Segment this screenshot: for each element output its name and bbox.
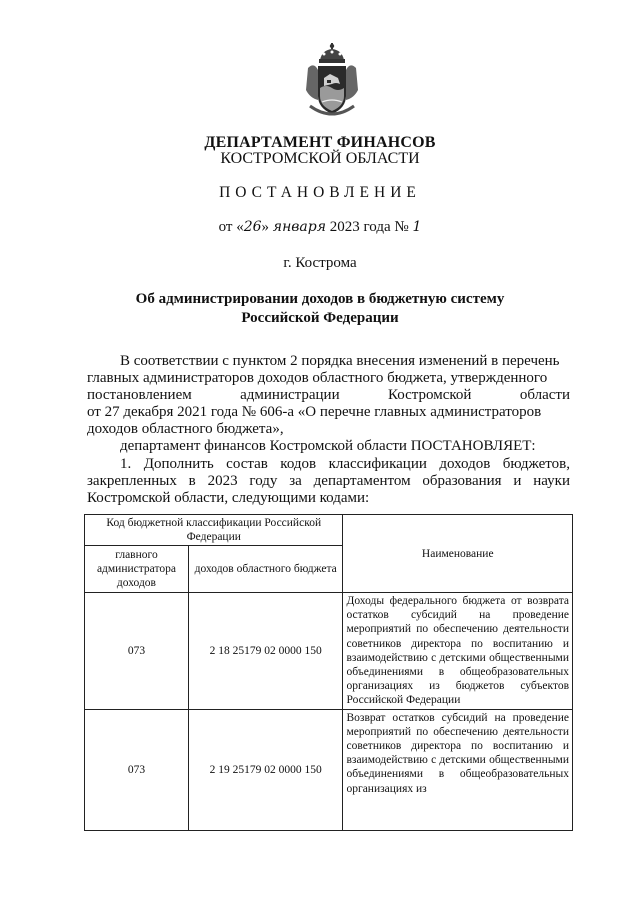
region-heading: КОСТРОМСКОЙ ОБЛАСТИ <box>220 150 420 167</box>
resolution-statement: департамент финансов Костромской области ПОСТАНОВЛЯЕТ: <box>120 438 536 454</box>
document-number: 1 <box>412 219 422 235</box>
row-admin-code: 073 <box>85 593 189 710</box>
row-income-code: 2 18 25179 02 0000 150 <box>188 593 343 710</box>
subject-line-2: Российской Федерации <box>241 310 399 326</box>
preamble-line-5: доходов областного бюджета», <box>87 421 284 437</box>
preamble-line-4: от 27 декабря 2021 года № 606-а «О перечне главных администраторов <box>87 404 542 420</box>
document-type: ПОСТАНОВЛЕНИЕ <box>219 184 421 201</box>
preamble-word: области <box>519 387 570 403</box>
row-description: Возврат остатков субсидий на проведение мероприятий по обеспечению деятельности советников директора по воспитанию и взаимодействию с детскими общественными объединениями в общеобразовательных организациях из <box>346 711 569 795</box>
header-name: Наименование <box>343 515 573 593</box>
coat-of-arms-emblem <box>300 40 364 120</box>
table-row <box>85 709 573 830</box>
date-prefix: от « <box>218 219 244 235</box>
clause-1: 1. Дополнить состав кодов классификации доходов бюджетов, закрепленных в 2023 году за департаментом образования и науки Костромской области, следующими кодами: <box>87 456 570 506</box>
preamble-line-1: В соответствии с пунктом 2 порядка внесения изменений в перечень <box>120 353 560 369</box>
preamble-word: администрации <box>240 387 340 403</box>
date-day: 26 <box>243 219 262 235</box>
row-income-code: 2 19 25179 02 0000 150 <box>188 709 343 830</box>
preamble-paragraph <box>87 353 570 438</box>
date-separator: » <box>261 219 270 235</box>
classification-codes-table <box>84 514 573 831</box>
header-chief-administrator: главного администратора доходов <box>85 546 189 593</box>
document-subject <box>0 290 640 328</box>
city: г. Кострома <box>283 255 357 271</box>
table-header-row <box>85 515 573 546</box>
date-month: января <box>272 219 327 235</box>
preamble-word: Костромской <box>388 387 472 403</box>
subject-line-1: Об администрировании доходов в бюджетную систему <box>135 291 505 307</box>
date-year: 2023 года № <box>329 219 409 235</box>
row-description-cell <box>343 709 573 830</box>
row-admin-code: 073 <box>85 709 189 830</box>
preamble-line-3 <box>87 387 570 404</box>
row-description: Доходы федерального бюджета от возврата остатков субсидий на проведение мероприятий по обеспечению деятельности советников директора по воспитанию и взаимодействию с детскими общественными объединениями в общеобразовательных организациях из бюджетов субъектов Российской Федерации <box>343 593 573 710</box>
table-row <box>85 593 573 710</box>
department-heading: ДЕПАРТАМЕНТ ФИНАНСОВ <box>204 134 436 151</box>
header-income-code: доходов областного бюджета <box>188 546 343 593</box>
preamble-line-2: главных администраторов доходов областного бюджета, утвержденного <box>87 370 548 386</box>
document-date-line <box>0 219 640 236</box>
header-budget-classification-code: Код бюджетной классификации Российской Федерации <box>85 515 343 546</box>
preamble-word: постановлением <box>87 387 192 403</box>
